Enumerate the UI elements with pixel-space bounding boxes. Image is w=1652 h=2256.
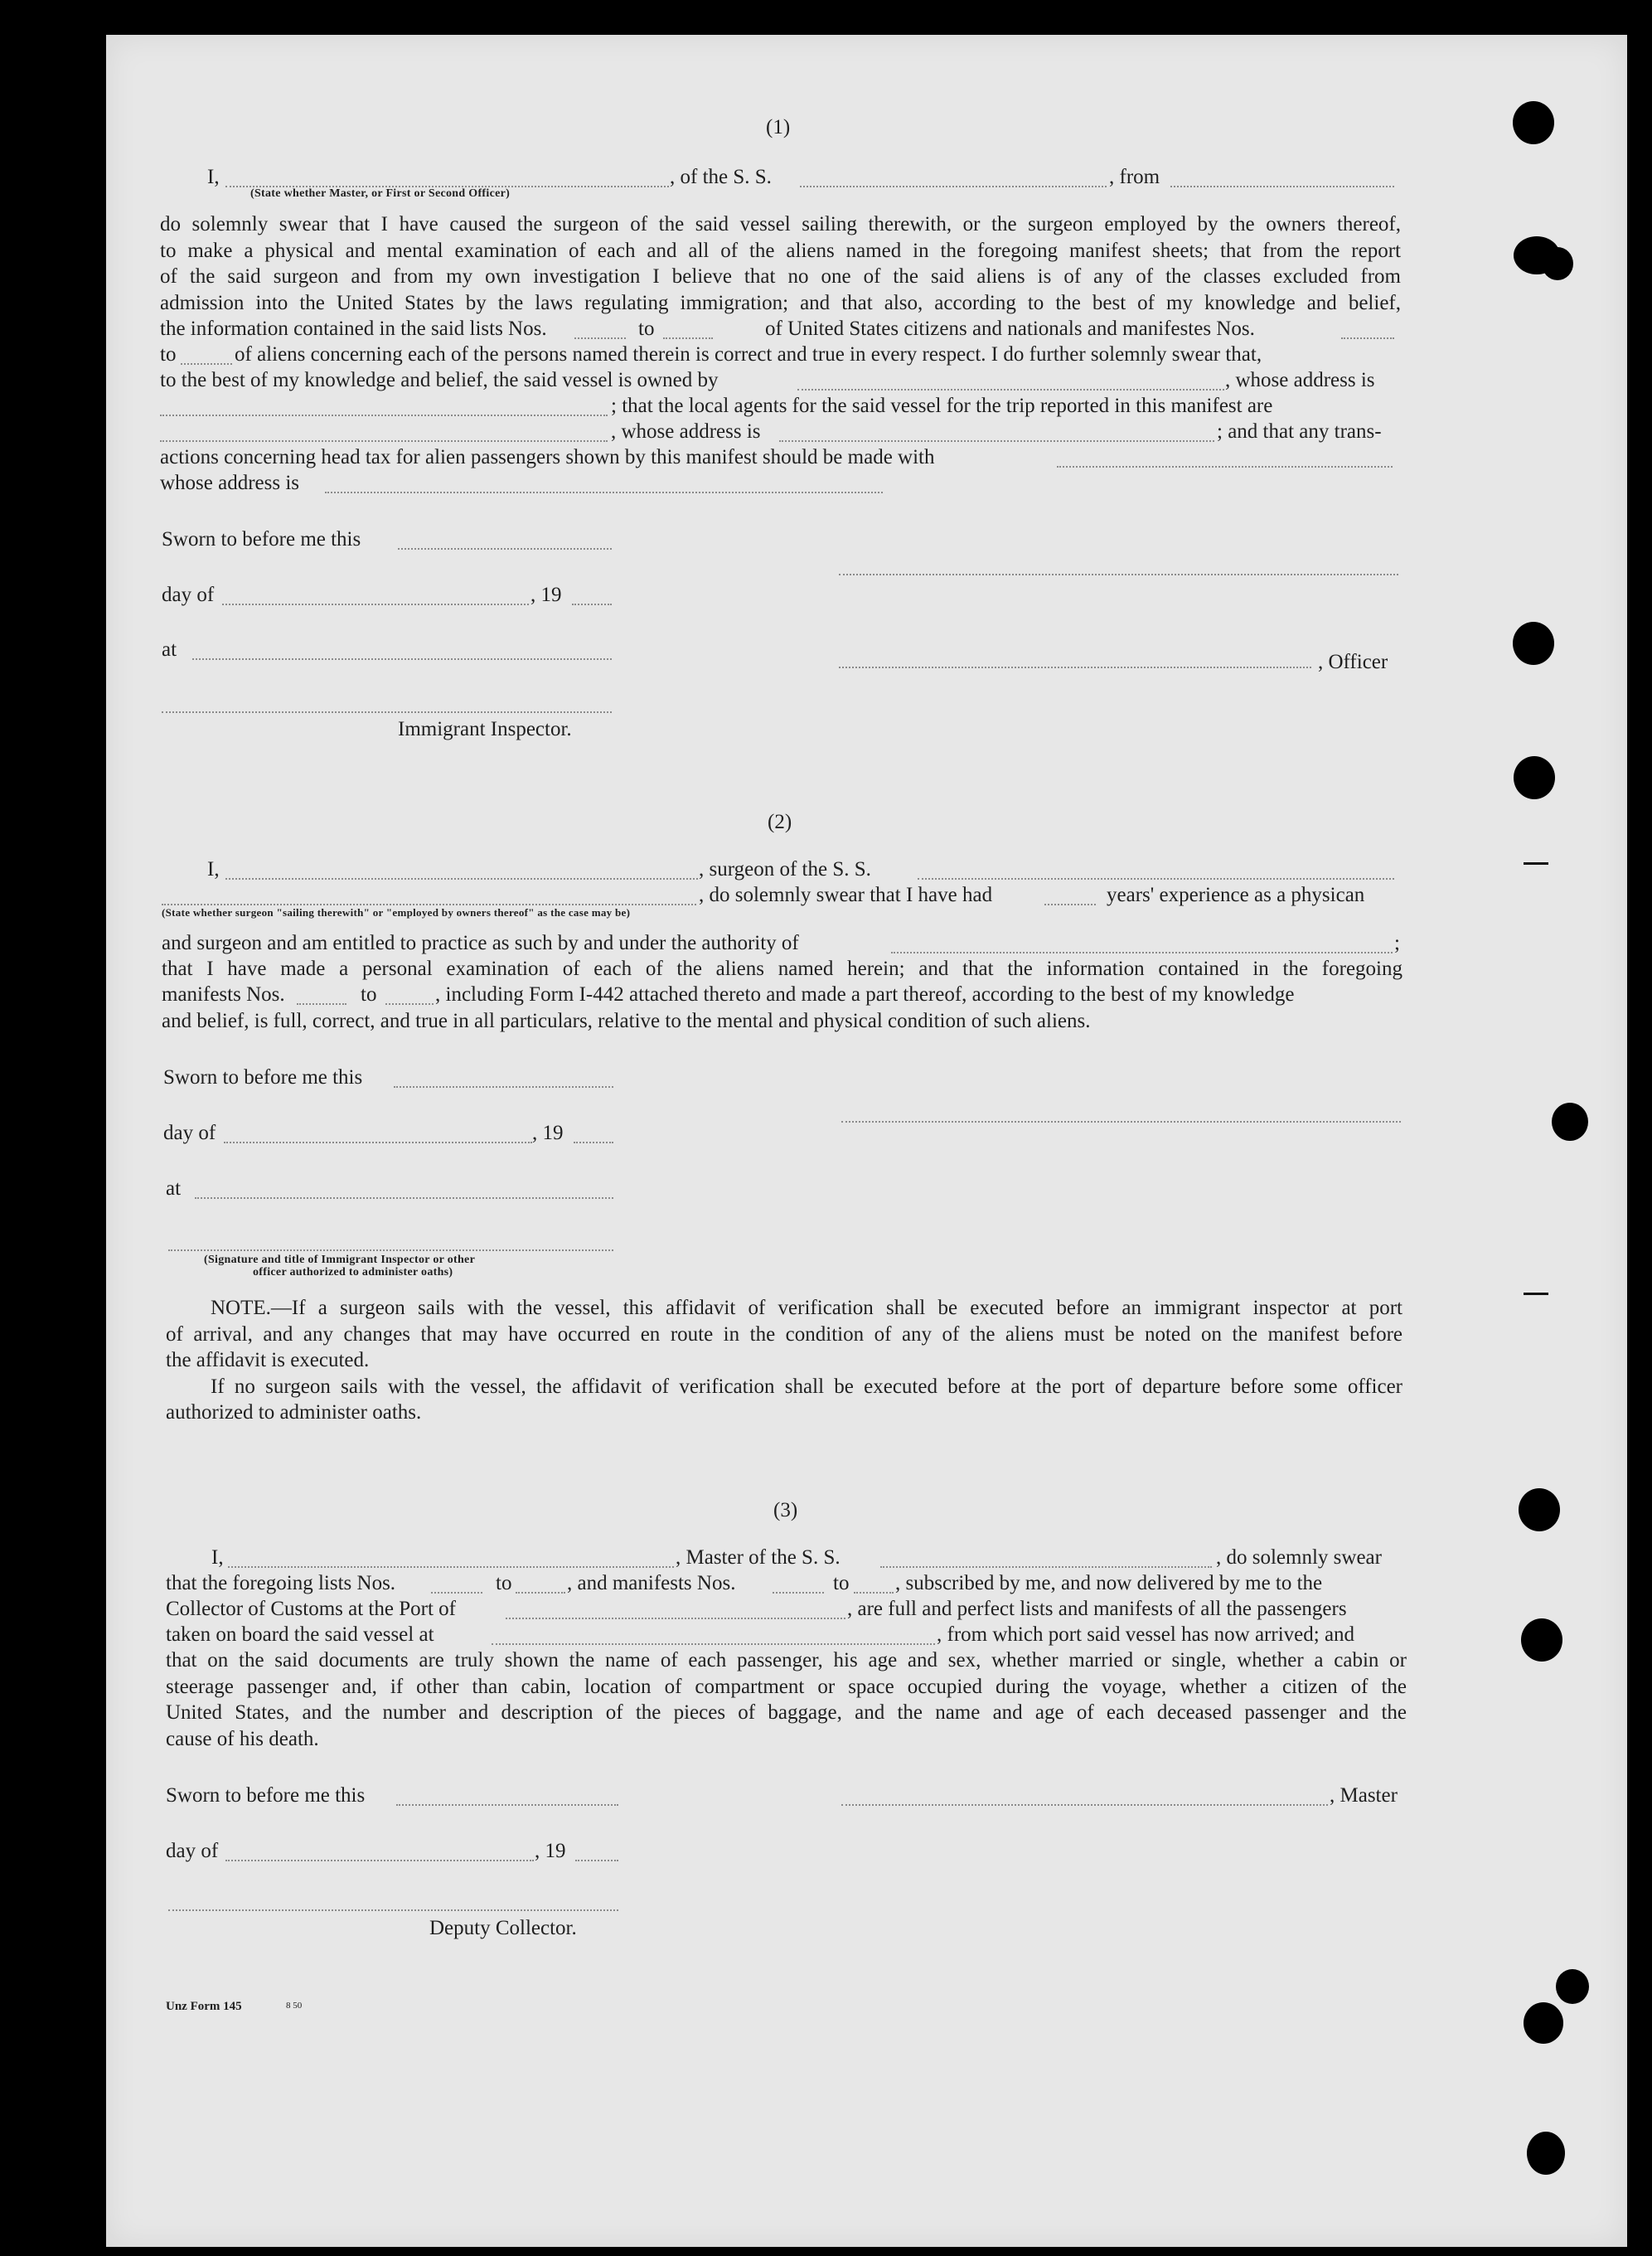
s3-lists-from-field[interactable] (431, 1575, 482, 1594)
s1-day-field[interactable] (222, 587, 529, 605)
punch-hole (1521, 1618, 1562, 1662)
s3-dayof-label: day of (166, 1840, 219, 1862)
s2-authority-end: ; (1394, 932, 1400, 954)
section-2-number: (2) (768, 811, 792, 833)
s1-head-tax-address-field[interactable] (325, 475, 883, 493)
s1-oath-line: admission into the United States by the laws regulating immigration; and that also, according to the best of my knowledge and belief, (160, 291, 1401, 314)
s3-i-label: I, (211, 1546, 224, 1569)
section-1-number: (1) (766, 116, 791, 138)
s1-agents-field[interactable] (160, 424, 608, 442)
s2-note (166, 1295, 1403, 1426)
s3-master-sig-field[interactable] (841, 1788, 1328, 1806)
s3-manifests-label: , and manifests Nos. (567, 1572, 736, 1594)
s1-officer-name-field[interactable] (225, 169, 669, 187)
s1-oath-line: of the said surgeon and from my own investigation I believe that no one of the said aliens is of any of the classes excluded from (160, 265, 1401, 288)
punch-hole (1513, 101, 1554, 144)
s1-manifests-from-field[interactable] (1341, 321, 1394, 339)
s2-at-field[interactable] (195, 1181, 613, 1199)
s2-manifests-from-field[interactable] (297, 987, 346, 1005)
s2-manifests-label: manifests Nos. (162, 983, 285, 1006)
s2-manifests-text: , including Form I-442 attached thereto and made a part thereof, according to the best of my knowledge (435, 983, 1295, 1006)
s2-years-label: years' experience as a physican (1107, 884, 1365, 906)
s1-agents-label: ; that the local agents for the said vessel for the trip reported in this manifest are (611, 395, 1273, 417)
s2-note-line: the affidavit is executed. (166, 1349, 370, 1371)
s3-collector-label: Collector of Customs at the Port of (166, 1598, 456, 1620)
s3-documents-line: cause of his death. (166, 1727, 319, 1750)
s1-sworn-field[interactable] (398, 531, 612, 550)
s3-sworn-field[interactable] (396, 1788, 618, 1806)
s3-subscribed-label: , subscribed by me, and now delivered by me to the (895, 1572, 1323, 1594)
s2-sworn-label: Sworn to before me this (163, 1066, 363, 1089)
s2-swear-label: , do solemnly swear that I have had (699, 884, 993, 906)
s2-i-label: I, (207, 858, 220, 881)
s3-lists-to-label: to (496, 1572, 512, 1594)
s1-trans-label: ; and that any trans- (1217, 420, 1382, 443)
s3-year-label: , 19 (535, 1840, 566, 1862)
punch-hole (1514, 756, 1555, 799)
s2-exam-line: that I have made a personal examination of each of the aliens named herein; and that the information contained in the foregoing (162, 958, 1403, 980)
s3-master-name-field[interactable] (228, 1550, 674, 1568)
s2-authority-field[interactable] (891, 935, 1393, 953)
s2-surgeon-type-field[interactable] (162, 887, 696, 905)
s1-lists-to-label: to (638, 318, 655, 340)
s3-ship-field[interactable] (880, 1550, 1212, 1568)
s1-year-field[interactable] (572, 587, 612, 605)
punch-hole (1527, 2132, 1565, 2175)
punch-hole (1552, 1103, 1588, 1141)
margin-mark (1524, 1293, 1548, 1295)
s1-of-ss-label: , of the S. S. (670, 166, 772, 188)
s1-manifests-label: of United States citizens and nationals and manifestes Nos. (765, 318, 1255, 340)
s2-note-line: of arrival, and any changes that may have occurred en route in the condition of any of the aliens must be noted on the manifest before (166, 1322, 1403, 1346)
s1-i-label: I, (207, 166, 220, 188)
form-number: Unz Form 145 (166, 2000, 242, 2013)
s2-note-line: authorized to administer oaths. (166, 1401, 422, 1424)
s1-owner-address-label: , whose address is (1225, 369, 1375, 391)
s2-exam-paragraph (162, 956, 1403, 982)
s3-port-field[interactable] (506, 1601, 845, 1619)
s1-at-field[interactable] (192, 642, 612, 660)
s1-to2-label: to (160, 343, 177, 366)
s1-head-tax-field[interactable] (1057, 449, 1393, 468)
punch-hole (1519, 1488, 1560, 1531)
s1-to2-text: of aliens concerning each of the persons named therein is correct and true in every respect. I do further solemnly swear that, (235, 343, 1262, 366)
s2-sig-hint-2: officer authorized to administer oaths) (253, 1266, 453, 1278)
s1-owner-field[interactable] (797, 372, 1224, 391)
s1-ship-name-field[interactable] (800, 169, 1107, 187)
section-3-number: (3) (773, 1499, 798, 1521)
s2-surgeon-label: , surgeon of the S. S. (699, 858, 871, 881)
s3-lists-label: that the foregoing lists Nos. (166, 1572, 396, 1594)
s3-swear-label: , do solemnly swear (1216, 1546, 1382, 1569)
s1-at-label: at (162, 638, 177, 661)
s1-from-label: , from (1109, 166, 1160, 188)
s1-agents-address-label: , whose address is (611, 420, 761, 443)
s3-master-sig-label: , Master (1330, 1784, 1398, 1807)
s1-lists-from-field[interactable] (574, 321, 626, 339)
s1-head-tax-label: actions concerning head tax for alien passengers shown by this manifest should be made with (160, 446, 935, 468)
s3-manifests-to-label: to (833, 1572, 850, 1594)
s2-note-line: NOTE.—If a surgeon sails with the vessel, this affidavit of verification shall be executed before an immigrant inspector at port (211, 1297, 1403, 1319)
s3-documents-line: steerage passenger and, if other than cabin, location of compartment or space occupied during the voyage, whether a citizen of the (166, 1675, 1407, 1698)
s1-officer-sig-field[interactable] (839, 650, 1311, 668)
s1-from-port-field[interactable] (1170, 169, 1394, 187)
margin-mark (1524, 862, 1548, 865)
punch-hole (1542, 247, 1573, 280)
s1-oath-line: to make a physical and mental examination of each and all of the aliens named in the foregoing manifest sheets; that from the report (160, 239, 1401, 262)
s3-documents-paragraph (166, 1647, 1407, 1752)
s1-manifests-to-field[interactable] (181, 347, 232, 365)
s2-surgeon-name-field[interactable] (225, 861, 698, 880)
s3-manifests-from-field[interactable] (773, 1575, 824, 1594)
s1-officer-label: , Officer (1318, 651, 1388, 673)
s3-day-field[interactable] (225, 1843, 534, 1861)
punch-hole (1524, 2002, 1563, 2044)
s3-collector-text: , are full and perfect lists and manifests of all the passengers (847, 1598, 1347, 1620)
punch-hole (1513, 622, 1554, 665)
s1-agents-address-field[interactable] (779, 424, 1214, 442)
s2-sig-hint-1: (Signature and title of Immigrant Inspector or other (204, 1254, 476, 1266)
s3-taken-port-field[interactable] (492, 1627, 935, 1645)
s2-year-label: , 19 (532, 1122, 564, 1144)
s3-taken-label: taken on board the said vessel at (166, 1623, 434, 1646)
s1-dayof-label: day of (162, 584, 215, 606)
s2-surgeon-hint: (State whether surgeon "sailing therewith" or "employed by owners thereof" as the case may be) (162, 906, 631, 919)
s1-whose-label: whose address is (160, 472, 300, 494)
s3-documents-line: that on the said documents are truly shown the name of each passenger, his age and sex, whether married or single, whether a cabin or (166, 1649, 1407, 1671)
s2-inspector-sig-line[interactable] (168, 1248, 613, 1251)
s2-authority-label: and surgeon and am entitled to practice as such by and under the authority of (162, 932, 799, 954)
s1-signature-line[interactable] (839, 572, 1398, 575)
s1-lists-to-field[interactable] (663, 321, 713, 339)
s1-inspector-label: Immigrant Inspector. (398, 718, 572, 740)
s1-sworn-label: Sworn to before me this (162, 528, 361, 551)
s3-deputy-label: Deputy Collector. (429, 1917, 577, 1939)
s2-belief-line: and belief, is full, correct, and true in all particulars, relative to the mental and physical condition of such aliens. (162, 1010, 1091, 1032)
s3-manifests-to-field[interactable] (854, 1575, 894, 1594)
s2-sworn-field[interactable] (394, 1070, 613, 1088)
s3-deputy-sig-line[interactable] (168, 1908, 618, 1911)
form-revision: 8 50 (286, 2001, 303, 2011)
s2-dayof-label: day of (163, 1122, 216, 1144)
s2-years-field[interactable] (1044, 887, 1096, 905)
s3-master-label: , Master of the S. S. (676, 1546, 841, 1569)
punch-hole (1556, 1969, 1589, 2004)
s3-lists-to-field[interactable] (516, 1575, 565, 1594)
s2-at-label: at (166, 1177, 182, 1200)
s2-day-field[interactable] (224, 1125, 532, 1143)
s3-year-field[interactable] (575, 1843, 618, 1861)
s1-owned-label: to the best of my knowledge and belief, the said vessel is owned by (160, 369, 719, 391)
s2-note-line: If no surgeon sails with the vessel, the affidavit of verification shall be executed before at the port of departure before some officer (211, 1375, 1403, 1398)
s2-ship-field[interactable] (918, 861, 1394, 880)
s1-year-label: , 19 (530, 584, 562, 606)
s1-oath-line: do solemnly swear that I have caused the surgeon of the said vessel sailing therewith, or the surgeon employed by the owners thereof, (160, 213, 1401, 235)
s1-inspector-sig-line[interactable] (162, 710, 612, 713)
s2-manifests-to-label: to (361, 983, 377, 1006)
s3-sworn-label: Sworn to before me this (166, 1784, 366, 1807)
s3-documents-line: United States, and the number and description of the pieces of baggage, and the name and age of each deceased passenger and the (166, 1701, 1407, 1724)
s1-lists-label: the information contained in the said lists Nos. (160, 318, 547, 340)
s3-taken-text: , from which port said vessel has now arrived; and (937, 1623, 1355, 1646)
s2-year-field[interactable] (574, 1125, 613, 1143)
s1-owner-address-field[interactable] (160, 398, 608, 416)
s1-oath-paragraph (160, 211, 1401, 316)
s2-signature-line[interactable] (841, 1119, 1401, 1123)
s1-officer-hint: (State whether Master, or First or Second Officer) (250, 187, 511, 200)
s2-manifests-to-field[interactable] (385, 987, 434, 1005)
